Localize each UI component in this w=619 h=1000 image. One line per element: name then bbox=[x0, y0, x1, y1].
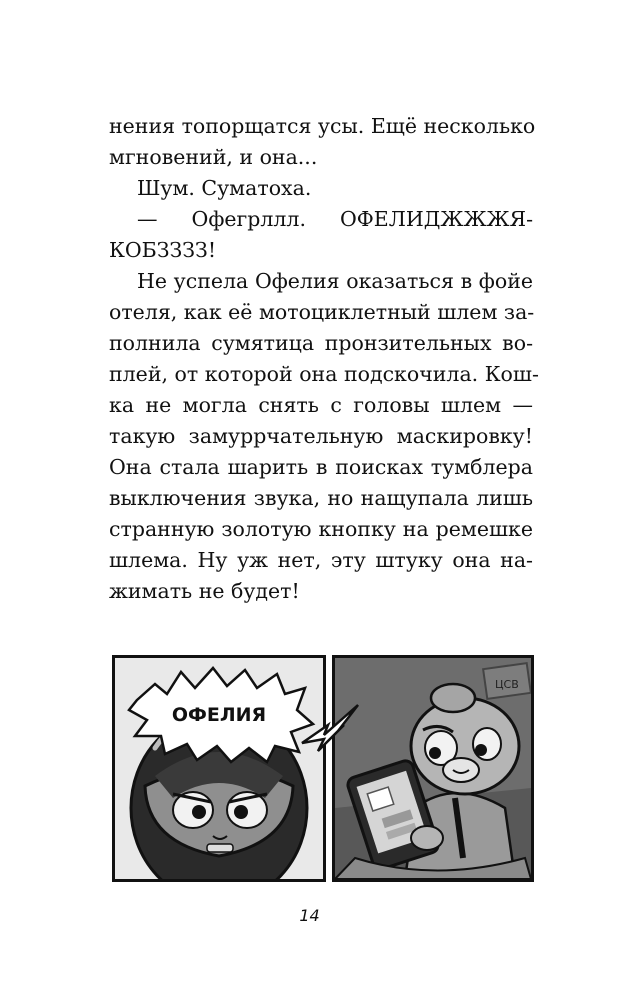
text-line: — Офегрллл. ОФЕЛИДЖЖЖЯ- bbox=[137, 207, 533, 231]
text-line: мгновений, и она... bbox=[109, 145, 318, 169]
text-line: плей, от которой она подскочила. Кош- bbox=[109, 362, 539, 386]
text-line: жимать не будет! bbox=[109, 579, 300, 603]
speech-bubble-text: ОФЕЛИЯ bbox=[171, 704, 267, 726]
text-line: отеля, как её мотоциклетный шлем за- bbox=[109, 300, 535, 324]
comic-panel-helmet bbox=[112, 655, 326, 882]
text-line: Не успела Офелия оказаться в фойе bbox=[137, 269, 533, 293]
helmet-cat-illustration bbox=[115, 658, 323, 879]
text-line: ка не могла снять с головы шлем — bbox=[109, 393, 533, 417]
text-line: Шум. Суматоха. bbox=[137, 176, 312, 200]
text-line: КОБЗЗЗЗ! bbox=[109, 238, 217, 262]
text-line: полнила сумятица пронзительных во- bbox=[109, 331, 533, 355]
body-text bbox=[109, 111, 539, 607]
text-line: странную золотую кнопку на ремешке bbox=[109, 517, 533, 541]
text-line: нения топорщатся усы. Ещё несколько bbox=[109, 114, 536, 138]
phone-cat-illustration bbox=[335, 658, 531, 879]
text-line: такую замуррчательную маскировку! bbox=[109, 424, 533, 448]
text-line: Она стала шарить в поисках тумблера bbox=[109, 455, 533, 479]
text-line: выключения звука, но нащупала лишь bbox=[109, 486, 533, 510]
page-number: 14 bbox=[299, 906, 320, 925]
text-line: шлема. Ну уж нет, эту штуку она на- bbox=[109, 548, 533, 572]
comic-strip bbox=[112, 655, 534, 882]
lightning-bolt-icon bbox=[298, 695, 368, 755]
comic-panel-phone bbox=[332, 655, 534, 882]
sign-text: ЦСВ bbox=[495, 678, 519, 691]
